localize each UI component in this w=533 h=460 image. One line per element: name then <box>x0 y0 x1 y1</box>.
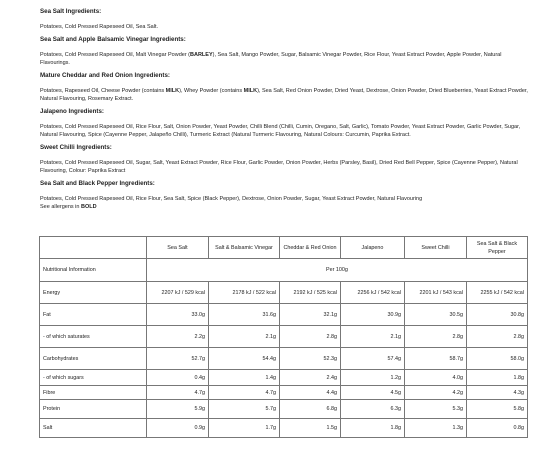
value-cell: 0.4g <box>147 370 209 386</box>
value-cell: 30.8g <box>467 304 528 326</box>
column-header: Jalapeno <box>341 237 405 259</box>
cheddar-section <box>40 72 530 104</box>
column-header: Cheddar & Red Onion <box>280 237 341 259</box>
section-title: Sweet Chilli Ingredients: <box>40 143 112 151</box>
value-cell: 2192 kJ / 525 kcal <box>280 282 341 304</box>
value-cell: 4.3g <box>467 386 528 400</box>
value-cell: 6.3g <box>341 400 405 419</box>
blank-header-cell <box>40 237 147 259</box>
row-label: Nutritional Information <box>40 259 147 282</box>
row-label: Carbohydrates <box>40 348 147 370</box>
row-label: Fibre <box>40 386 147 400</box>
table-row <box>40 419 528 438</box>
value-cell: 54.4g <box>209 348 280 370</box>
allergen-bold: BARLEY <box>190 51 213 58</box>
table-row <box>40 282 528 304</box>
allergen-bold: MILK <box>243 87 258 94</box>
value-cell: 0.8g <box>467 419 528 438</box>
row-label: Fat <box>40 304 147 326</box>
value-cell: 32.1g <box>280 304 341 326</box>
per-cell: Per 100g <box>147 259 528 282</box>
balsamic-section <box>40 36 530 68</box>
table-row <box>40 400 528 419</box>
value-cell: 1.4g <box>209 370 280 386</box>
section-text: Potatoes, Cold Pressed Rapeseed Oil, Sea Salt. <box>40 24 159 30</box>
value-cell: 57.4g <box>341 348 405 370</box>
table-row <box>40 386 528 400</box>
value-cell: 4.4g <box>280 386 341 400</box>
section-title: Sea Salt and Black Pepper Ingredients: <box>40 179 155 187</box>
column-header: Salt & Balsamic Vinegar <box>209 237 280 259</box>
section-text: Potatoes, Cold Pressed Rapeseed Oil, Sugar, Salt, Yeast Extract Powder, Rice Flour, Garlic Powder, Onion Powder, Herbs (Parsley, Basil), Dried Red Bell Pepper, Spice (Cayenne Pepper), Natural Flavouring, Colour: Paprika Extract <box>40 159 518 174</box>
value-cell: 4.5g <box>341 386 405 400</box>
value-cell: 2207 kJ / 529 kcal <box>147 282 209 304</box>
value-cell: 5.9g <box>147 400 209 419</box>
column-header: Sweet Chilli <box>405 237 467 259</box>
value-cell: 2.8g <box>280 326 341 348</box>
value-cell: 1.2g <box>341 370 405 386</box>
value-cell: 6.8g <box>280 400 341 419</box>
table-row <box>40 348 528 370</box>
column-header: Sea Salt & Black Pepper <box>467 237 528 259</box>
nutrition-table <box>39 236 528 438</box>
value-cell: 2.2g <box>147 326 209 348</box>
value-cell: 1.5g <box>280 419 341 438</box>
value-cell: 52.7g <box>147 348 209 370</box>
sea-salt-section <box>40 8 530 32</box>
value-cell: 2178 kJ / 522 kcal <box>209 282 280 304</box>
value-cell: 2255 kJ / 542 kcal <box>467 282 528 304</box>
value-cell: 2256 kJ / 542 kcal <box>341 282 405 304</box>
value-cell: 4.7g <box>209 386 280 400</box>
table-row <box>40 304 528 326</box>
allergens-bold: BOLD <box>80 204 97 210</box>
row-label: Energy <box>40 282 147 304</box>
section-text: Potatoes, Cold Pressed Rapeseed Oil, Rice Flour, Sea Salt, Spice (Black Pepper), Dextrose, Onion Powder, Sugar, Yeast Extract Powder, Natural Flavouring <box>40 195 423 202</box>
section-text: Potatoes, Cold Pressed Rapeseed Oil, Rice Flour, Salt, Onion Powder, Yeast Powder, Chilli Blend (Chilli, Cumin, Oregano, Salt, Garlic), Tomato Powder, Yeast Extract Powder, Garlic Powder, Sugar, Natural Flavouring, Spice (Cayenne Pepper, Jalapeño Chilli), Turmeric Extract (Natural Turmeric Flavouring, Natural Colours: Curcumin, Paprika Extract. <box>40 123 521 138</box>
value-cell: 1.3g <box>405 419 467 438</box>
value-cell: 1.7g <box>209 419 280 438</box>
value-cell: 4.0g <box>405 370 467 386</box>
value-cell: 5.8g <box>467 400 528 419</box>
value-cell: 0.9g <box>147 419 209 438</box>
black-pepper-section <box>40 180 530 212</box>
value-cell: 2.8g <box>467 326 528 348</box>
section-title: Jalapeno Ingredients: <box>40 107 104 115</box>
value-cell: 30.5g <box>405 304 467 326</box>
value-cell: 2.4g <box>280 370 341 386</box>
value-cell: 30.9g <box>341 304 405 326</box>
row-label: - of which sugars <box>40 370 147 386</box>
per-row <box>40 259 528 282</box>
row-label: - of which saturates <box>40 326 147 348</box>
section-text: Potatoes, Cold Pressed Rapeseed Oil, Malt Vinegar Powder (BARLEY), Sea Salt, Mango Powder, Sugar, Balsamic Vinegar Powder, Rice Flour, Yeast Extract Powder, Apple Powder, Natural Flavourings. <box>40 51 502 66</box>
value-cell: 31.6g <box>209 304 280 326</box>
allergens-note: See allergens in BOLD <box>40 204 97 210</box>
value-cell: 5.7g <box>209 400 280 419</box>
column-header: Sea Salt <box>147 237 209 259</box>
value-cell: 2.1g <box>341 326 405 348</box>
value-cell: 1.8g <box>467 370 528 386</box>
ingredients-document <box>40 8 530 216</box>
section-title: Sea Salt and Apple Balsamic Vinegar Ingredients: <box>40 35 186 43</box>
allergen-bold: MILK <box>165 87 180 94</box>
row-label: Salt <box>40 419 147 438</box>
value-cell: 58.0g <box>467 348 528 370</box>
sweet-chilli-section <box>40 144 530 176</box>
value-cell: 33.0g <box>147 304 209 326</box>
value-cell: 52.3g <box>280 348 341 370</box>
value-cell: 58.7g <box>405 348 467 370</box>
header-row <box>40 237 528 259</box>
section-text: Potatoes, Rapeseed Oil, Cheese Powder (contains MILK), Whey Powder (contains MILK), Sea Salt, Red Onion Powder, Dried Yeast, Dextrose, Onion Powder, Dried Blueberries, Yeast Extract Powder, Natural Flavouring, Rosemary Extract. <box>40 87 528 102</box>
value-cell: 1.8g <box>341 419 405 438</box>
value-cell: 2.8g <box>405 326 467 348</box>
value-cell: 4.2g <box>405 386 467 400</box>
value-cell: 2201 kJ / 543 kcal <box>405 282 467 304</box>
section-title: Sea Salt Ingredients: <box>40 8 102 15</box>
value-cell: 2.1g <box>209 326 280 348</box>
table-row <box>40 326 528 348</box>
table-row <box>40 370 528 386</box>
value-cell: 5.3g <box>405 400 467 419</box>
jalapeno-section <box>40 108 530 140</box>
row-label: Protein <box>40 400 147 419</box>
value-cell: 4.7g <box>147 386 209 400</box>
section-title: Mature Cheddar and Red Onion Ingredients: <box>40 71 170 79</box>
